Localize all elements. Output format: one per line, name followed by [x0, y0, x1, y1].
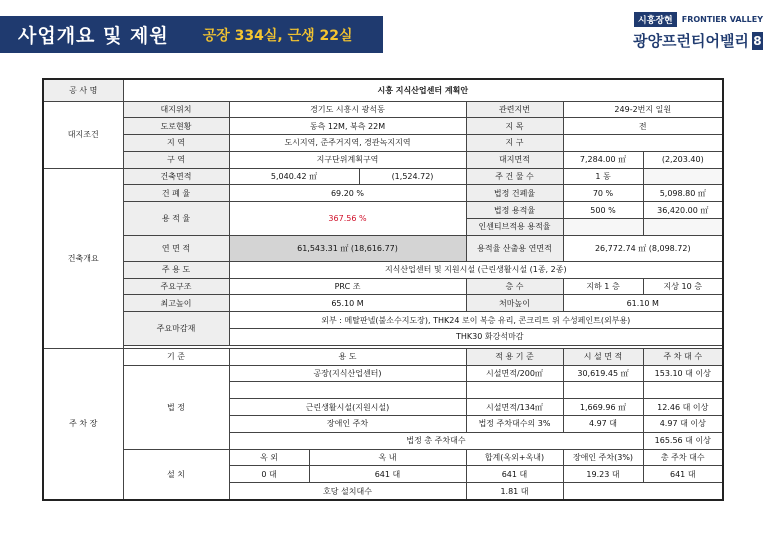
blank-cell [563, 382, 643, 399]
sum-header: 합계(옥외+옥내) [466, 449, 563, 466]
sum-value: 641 대 [466, 466, 563, 483]
legal-far-area: 36,420.00 ㎡ [643, 202, 723, 219]
gfa-label: 연 면 적 [123, 235, 229, 261]
total-header: 총 주차 대수 [643, 449, 723, 466]
project-label: 공 사 명 [43, 79, 123, 101]
brand-korean: 광양프런티어밸리 [633, 32, 749, 50]
legal-label: 법 정 [123, 365, 229, 449]
legal-far-label: 법정 용적율 [466, 202, 563, 219]
area-py: (2,203.40) [643, 151, 723, 168]
main-count-value: 1 동 [563, 168, 643, 185]
use-header: 용 도 [229, 348, 466, 365]
finish-value-2: THK30 화강석마감 [229, 329, 723, 346]
blank-cell [643, 168, 723, 185]
structure-label: 주요구조 [123, 278, 229, 295]
spec-document [42, 78, 722, 501]
legal-coverage-label: 법정 건폐율 [466, 185, 563, 202]
height-value: 65.10 M [229, 295, 466, 312]
r3-rule: 법정 주차대수의 3% [466, 416, 563, 433]
coverage-value: 69.20 % [229, 185, 466, 202]
height-label: 최고높이 [123, 295, 229, 312]
r3-count: 4.97 대 이상 [643, 416, 723, 433]
finish-label: 주요마감재 [123, 312, 229, 346]
road-value: 동측 12M, 북측 22M [229, 118, 466, 135]
gu-label: 구 역 [123, 151, 229, 168]
r1-use: 공장(지식산업센터) [229, 365, 466, 382]
total-value: 641 대 [643, 466, 723, 483]
r2-use: 근린생활시설(지원시설) [229, 399, 466, 416]
main-count-label: 주 건 물 수 [466, 168, 563, 185]
indoor-value: 641 대 [309, 466, 466, 483]
spec-table [42, 78, 724, 501]
structure-value: PRC 조 [229, 278, 466, 295]
use-label: 주 용 도 [123, 261, 229, 278]
bldg-area-py: (1,524.72) [359, 168, 466, 185]
brand-logo [633, 12, 763, 51]
page-title: 사업개요 및 제원 [18, 25, 169, 47]
gfa-value: 61,543.31 ㎡ (18,616.77) [229, 235, 466, 261]
blank-cell [643, 382, 723, 399]
zone-label: 지 역 [123, 135, 229, 152]
loading-label: 호당 설치대수 [229, 483, 466, 500]
floors-above: 지상 10 층 [643, 278, 723, 295]
bldg-area-m2: 5,040.42 ㎡ [229, 168, 359, 185]
section-building: 건축개요 [43, 168, 123, 348]
area-m2: 7,284.00 ㎡ [563, 151, 643, 168]
r2-area: 1,669.96 ㎡ [563, 399, 643, 416]
r3-area: 4.97 대 [563, 416, 643, 433]
outdoor-value: 0 대 [229, 466, 309, 483]
brand-number: 8 [753, 33, 762, 48]
floors-label: 층 수 [466, 278, 563, 295]
finish-value-1: 외부 : 메탈판넬(불소수지도장), THK24 로이 복층 유리, 콘크리트 위 수성페인트(외부용) [229, 312, 723, 329]
rule-header: 적 용 기 준 [466, 348, 563, 365]
road-label: 도로현황 [123, 118, 229, 135]
install-label: 설 치 [123, 449, 229, 500]
blank-cell [229, 382, 466, 399]
location-label: 대지위치 [123, 101, 229, 118]
r1-area: 30,619.45 ㎡ [563, 365, 643, 382]
legal-coverage-value: 70 % [563, 185, 643, 202]
far-value: 367.56 % [229, 202, 466, 236]
standard-header: 기 준 [123, 348, 229, 365]
far-gfa-label: 용적율 산출용 연면적 [466, 235, 563, 261]
eave-value: 61.10 M [563, 295, 723, 312]
far-label: 용 적 율 [123, 202, 229, 236]
area-label: 대지면적 [466, 151, 563, 168]
bldg-area-label: 건축면적 [123, 168, 229, 185]
legal-coverage-area: 5,098.80 ㎡ [643, 185, 723, 202]
count-header: 주 차 대 수 [643, 348, 723, 365]
floors-below: 지하 1 층 [563, 278, 643, 295]
blank-cell [643, 219, 723, 236]
outdoor-header: 옥 외 [229, 449, 309, 466]
location-value: 경기도 시흥시 광석동 [229, 101, 466, 118]
r2-rule: 시설면적/134㎡ [466, 399, 563, 416]
incentive-label: 인센티브적용 용적율 [466, 219, 563, 236]
blank-cell [563, 219, 643, 236]
loading-value: 1.81 대 [466, 483, 563, 500]
jimok-value: 전 [563, 118, 723, 135]
disabled-header: 장애인 주차(3%) [563, 449, 643, 466]
project-name: 시흥 지식산업센터 계획안 [123, 79, 723, 101]
jimok-label: 지 목 [466, 118, 563, 135]
eave-label: 처마높이 [466, 295, 563, 312]
district-value [563, 135, 723, 152]
r3-use: 장애인 주차 [229, 416, 466, 433]
brand-english: FRONTIER VALLEY [681, 15, 763, 24]
area-header: 시 설 면 적 [563, 348, 643, 365]
indoor-header: 옥 내 [309, 449, 466, 466]
blank-cell [466, 382, 563, 399]
disabled-value: 19.23 대 [563, 466, 643, 483]
far-gfa-value: 26,772.74 ㎡ (8,098.72) [563, 235, 723, 261]
gu-value: 지구단위계획구역 [229, 151, 466, 168]
r1-count: 153.10 대 이상 [643, 365, 723, 382]
blank-cell [563, 483, 723, 500]
coverage-label: 건 폐 율 [123, 185, 229, 202]
zone-value: 도시지역, 준주거지역, 경관녹지지역 [229, 135, 466, 152]
page-subtitle: 공장 334실, 근생 22실 [202, 27, 353, 44]
total-count: 165.56 대 이상 [643, 432, 723, 449]
lot-label: 관련지번 [466, 101, 563, 118]
brand-badge: 시흥장현 [634, 12, 677, 27]
header-banner [0, 16, 383, 53]
district-label: 지 구 [466, 135, 563, 152]
section-parking: 주 차 장 [43, 348, 123, 500]
lot-value: 249-2번지 일원 [563, 101, 723, 118]
section-site: 대지조건 [43, 101, 123, 168]
total-label: 법정 총 주차대수 [229, 432, 643, 449]
use-value: 지식산업센터 및 지원시설 (근린생활시설 (1종, 2종) [229, 261, 723, 278]
legal-far-value: 500 % [563, 202, 643, 219]
r2-count: 12.46 대 이상 [643, 399, 723, 416]
r1-rule: 시설면적/200㎡ [466, 365, 563, 382]
